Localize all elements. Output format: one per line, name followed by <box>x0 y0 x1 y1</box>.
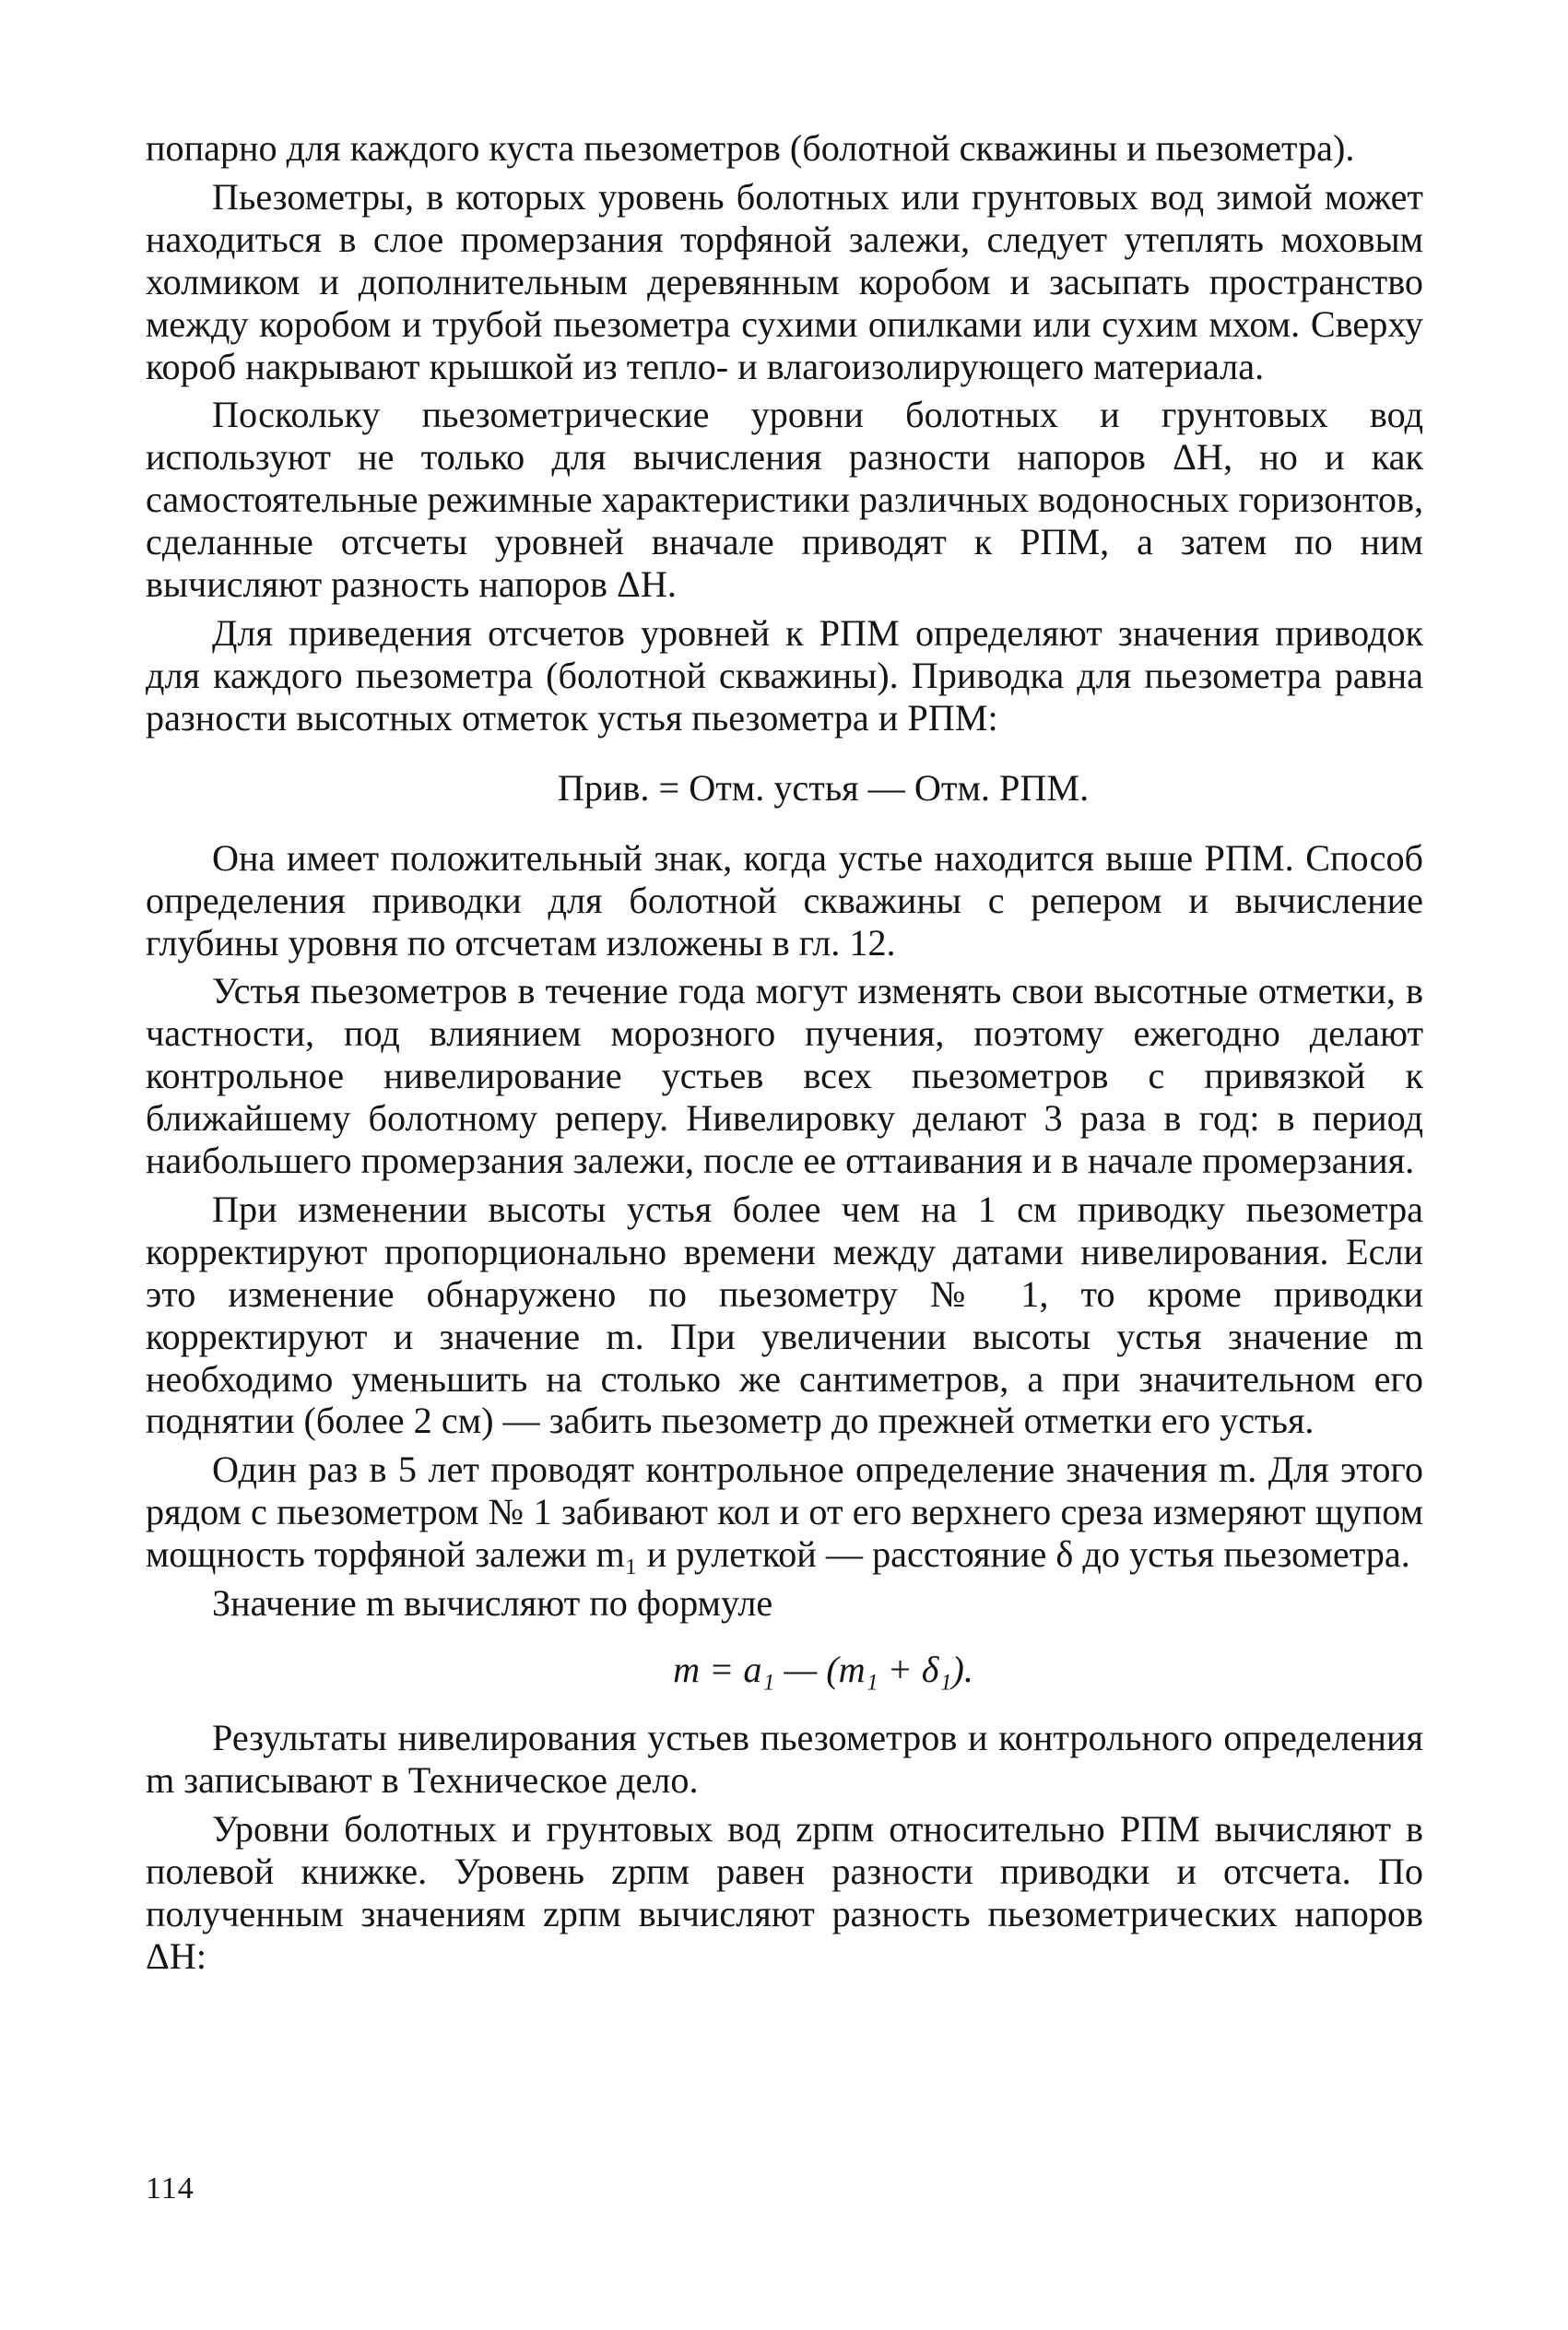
document-page <box>146 127 1423 2229</box>
formula-m: m = a₁ — (m₁ + δ₁). <box>673 1649 973 1690</box>
paragraph-correction: При изменении высоты устья более чем на 1 см приводку пьезометра корректируют пропорционально времени между датами нивелирования. Если это изменение обнаружено по пьезометру № 1, то кроме приводки корректируют и значение m. При увеличении высоты устья значение m необходимо уменьшить на столько же сантиметров, а при значительном его поднятии (более 2 см) — забить пьезометр до прежней отметки его устья. <box>146 1188 1423 1442</box>
paragraph-continuation: попарно для каждого куста пьезометров (болотной скважины и пьезометра). <box>146 127 1355 169</box>
paragraph-leveling: Устья пьезометров в течение года могут изменять свои высотные отметки, в частности, под влиянием морозного пучения, поэтому ежегодно делают контрольное нивелирование устьев всех пьезометров с привязкой к ближайшему болотному реперу. Нивелировку делают 3 раза в год: в период наибольшего промерзания залежи, после ее оттаивания и в начале промерзания. <box>146 970 1423 1182</box>
paragraph-control: Один раз в 5 лет проводят контрольное определение значения m. Для этого рядом с пьезометром № 1 забивают кол и от его верхнего среза измеряют щупом мощность торфяной залежи m₁ и рулеткой — расстояние δ до устья пьезометра. <box>146 1449 1423 1576</box>
paragraph-results: Результаты нивелирования устьев пьезометров и контрольного определения m записывают в Техническое дело. <box>146 1717 1423 1801</box>
formula-privodka: Прив. = Отм. устья — Отм. РПМ. <box>557 766 1090 809</box>
paragraph-rpm-reduction: Поскольку пьезометрические уровни болотных и грунтовых вод используют не только для вычисления разности напоров ΔH, но и как самостоятельные режимные характеристики различных водоносных горизонтов, сделанные отсчеты уровней вначале приводят к РПМ, а затем по ним вычисляют разность напоров ΔH. <box>146 394 1423 606</box>
paragraph-m-formula-intro: Значение m вычисляют по формуле <box>212 1582 773 1625</box>
paragraph-sign: Она имеет положительный знак, когда устье находится выше РПМ. Способ определения приводки для болотной скважины с репером и вычисление глубины уровня по отсчетам изложены в гл. 12. <box>146 836 1423 964</box>
paragraph-levels: Уровни болотных и грунтовых вод zрпм относительно РПМ вычисляют в полевой книжке. Уровень zрпм равен разности приводки и отсчета. По полученным значениям zрпм вычисляют разность пьезометрических напоров ΔH: <box>146 1807 1423 1977</box>
page-number: 114 <box>146 2171 195 2206</box>
paragraph-insulation: Пьезометры, в которых уровень болотных или грунтовых вод зимой может находиться в слое промерзания торфяной залежи, следует утеплять моховым холмиком и дополнительным деревянным коробом и засыпать пространство между коробом и трубой пьезометра сухими опилками или сухим мхом. Сверху короб накрывают крышкой из тепло- и влагоизолирующего материала. <box>146 175 1423 387</box>
paragraph-privodka: Для приведения отсчетов уровней к РПМ определяют значения приводок для каждого пьезометра (болотной скважины). Приводка для пьезометра равна разности высотных отметок устья пьезометра и РПМ: <box>146 611 1423 739</box>
